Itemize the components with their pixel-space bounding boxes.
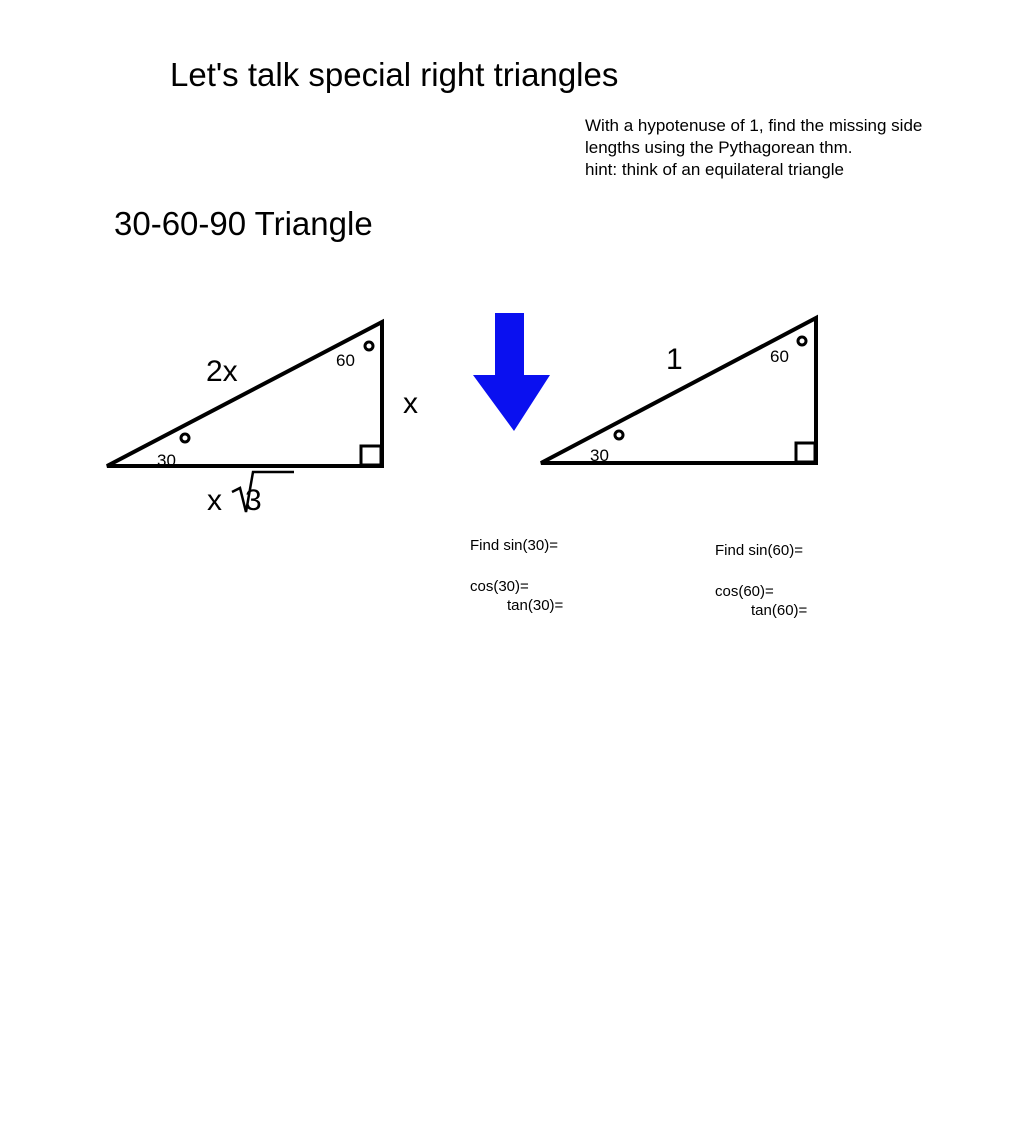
question-cos-30: cos(30)= xyxy=(470,578,529,595)
question-sin-30: Find sin(30)= xyxy=(470,537,558,554)
angle-label-60-unit: 60 xyxy=(770,347,789,366)
triangle-general-outline xyxy=(107,322,382,466)
instructions-line-2: lengths using the Pythagorean thm. xyxy=(585,138,853,157)
triangle-unit-outline xyxy=(541,318,816,463)
question-sin-60: Find sin(60)= xyxy=(715,542,803,559)
question-cos-60: cos(60)= xyxy=(715,583,774,600)
instructions-line-3: hint: think of an equilateral triangle xyxy=(585,160,844,179)
angle-mark-30-unit xyxy=(615,431,623,439)
angle-mark-60-unit xyxy=(798,337,806,345)
down-arrow-icon xyxy=(473,313,550,431)
question-tan-60: tan(60)= xyxy=(751,602,808,619)
hypotenuse-label-general: 2x xyxy=(206,355,238,388)
question-tan-30: tan(30)= xyxy=(507,597,564,614)
angle-label-30-general: 30 xyxy=(157,451,176,470)
angle-mark-60-general xyxy=(365,342,373,350)
triangle-unit xyxy=(541,318,816,463)
section-title: 30-60-90 Triangle xyxy=(114,205,373,242)
angle-mark-30-general xyxy=(181,434,189,442)
right-angle-marker-unit xyxy=(796,443,815,462)
long-leg-label-prefix: x xyxy=(207,484,222,517)
long-leg-radicand: 3 xyxy=(245,484,262,517)
angle-label-60-general: 60 xyxy=(336,351,355,370)
radical-sign xyxy=(232,472,294,512)
angle-label-30-unit: 30 xyxy=(590,446,609,465)
instructions-line-1: With a hypotenuse of 1, find the missing side xyxy=(585,116,923,135)
hypotenuse-label-unit: 1 xyxy=(666,343,683,376)
right-angle-marker-general xyxy=(361,446,381,465)
short-leg-label-general: x xyxy=(403,387,418,420)
page-title: Let's talk special right triangles xyxy=(170,56,619,93)
